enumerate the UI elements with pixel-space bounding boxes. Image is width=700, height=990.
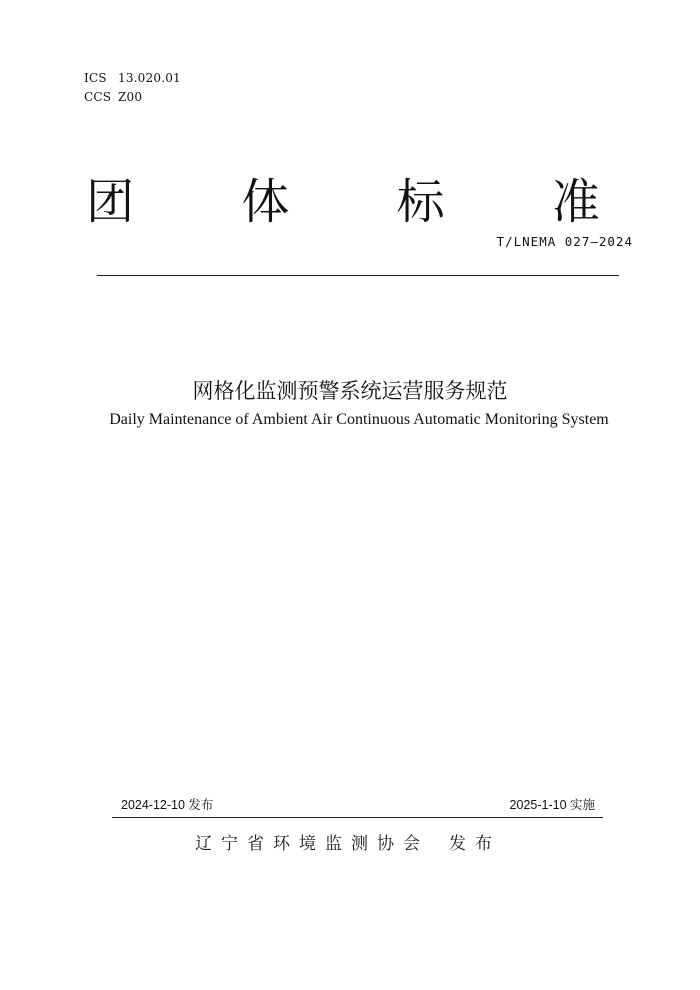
document-type-heading: 团 体 标 准 [86,174,646,230]
ics-code: 13.020.01 [118,71,181,85]
footer-divider [112,817,603,818]
document-title-english: Daily Maintenance of Ambient Air Continuous Automatic Monitoring System [109,411,609,428]
classification-codes [84,69,181,107]
ics-label: ICS [84,71,107,85]
publisher-line [195,832,501,856]
ics-row [84,69,181,88]
ccs-row [84,88,181,107]
issue-date: 2024-12-10 发布 [121,798,214,812]
publish-action: 发布 [449,834,501,854]
document-title-chinese: 网格化监测预警系统运营服务规范 [192,379,508,403]
ccs-label: CCS [84,90,112,104]
header-divider [97,275,619,276]
implementation-date: 2025-1-10 实施 [509,798,595,812]
ccs-code: Z00 [118,90,143,104]
standard-number: T/LNEMA 027—2024 [496,234,633,249]
publisher-name: 辽宁省环境监测协会 [195,834,429,854]
